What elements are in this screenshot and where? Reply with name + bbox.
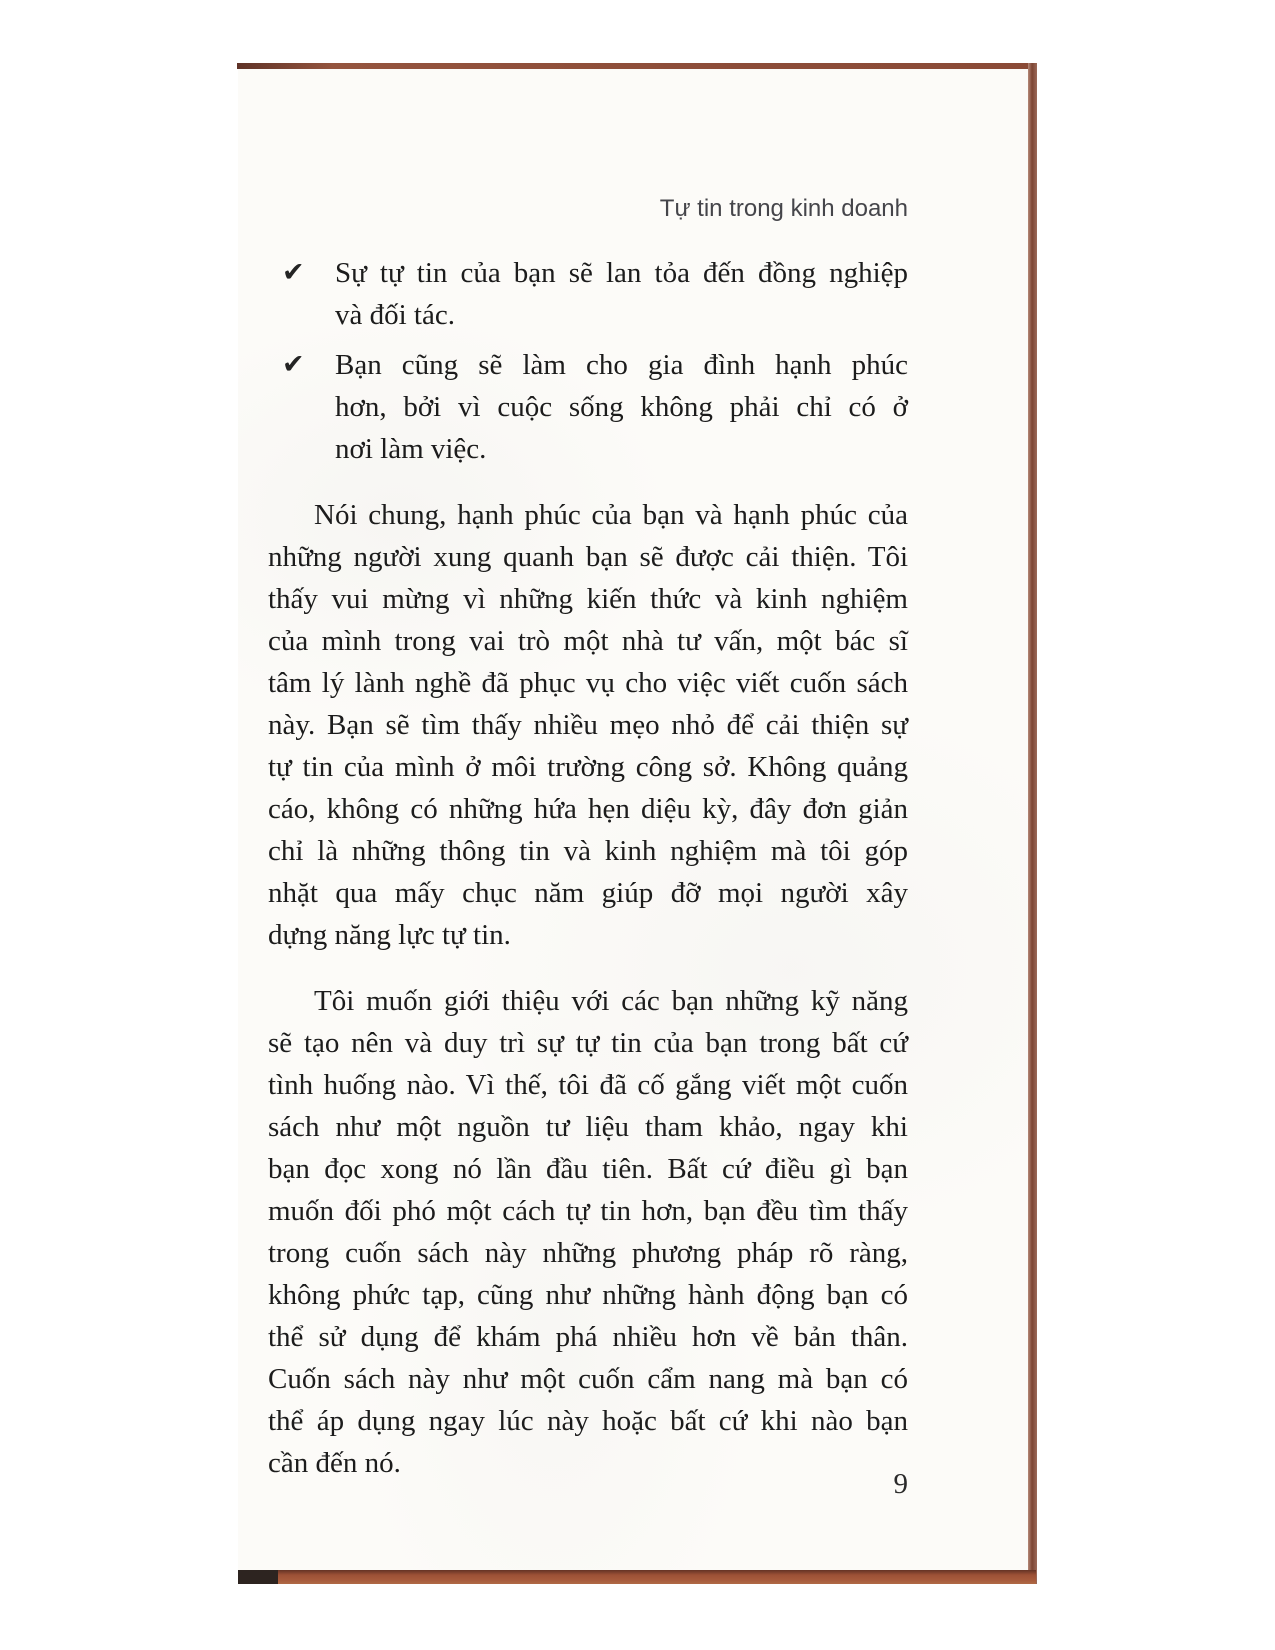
checkmark-icon: ✔ — [282, 257, 305, 288]
paragraph — [268, 980, 908, 1484]
text-line: tâm lý lành nghề đã phục vụ cho việc viết cuốn sách — [268, 667, 908, 699]
checklist — [268, 252, 908, 470]
text-line: dựng năng lực tự tin. — [268, 919, 511, 951]
text-line: thấy vui mừng vì những kiến thức và kinh nghiệm — [268, 583, 908, 615]
text-line: sẽ tạo nên và duy trì sự tự tin của bạn trong bất cứ — [268, 1027, 908, 1059]
text-line: này. Bạn sẽ tìm thấy nhiều mẹo nhỏ để cải thiện sự — [268, 709, 908, 741]
text-line: nhặt qua mấy chục năm giúp đỡ mọi người xây — [268, 877, 908, 909]
checklist-item-text — [335, 344, 908, 470]
text-line: thể sử dụng để khám phá nhiều hơn về bản thân. — [268, 1321, 908, 1353]
running-header: Tự tin trong kinh doanh — [659, 195, 908, 222]
text-line: Tôi muốn giới thiệu với các bạn những kỹ năng — [314, 985, 908, 1017]
checklist-item-text — [335, 252, 908, 336]
paragraph — [268, 494, 908, 956]
checkmark-icon: ✔ — [282, 349, 305, 380]
text-line: tự tin của mình ở môi trường công sở. Không quảng — [268, 751, 908, 783]
text-line: nơi làm việc. — [335, 433, 487, 465]
text-line: chỉ là những thông tin và kinh nghiệm mà tôi góp — [268, 835, 908, 867]
text-line: không phức tạp, cũng như những hành động bạn có — [268, 1279, 908, 1311]
checklist-item — [268, 344, 908, 470]
text-line: và đối tác. — [335, 299, 455, 331]
cover-edge-bottom-dark-segment — [238, 1570, 278, 1584]
cover-edge-right — [1028, 63, 1037, 1584]
text-line: sách như một nguồn tư liệu tham khảo, ngay khi — [268, 1111, 908, 1143]
text-line: bạn đọc xong nó lần đầu tiên. Bất cứ điều gì bạn — [268, 1153, 908, 1185]
page-number: 9 — [893, 1468, 908, 1500]
text-line: Cuốn sách này như một cuốn cẩm nang mà bạn có — [268, 1363, 908, 1395]
checklist-item — [268, 252, 908, 336]
text-line: thể áp dụng ngay lúc này hoặc bất cứ khi nào bạn — [268, 1405, 908, 1437]
cover-edge-bottom — [238, 1570, 1036, 1584]
text-column — [268, 194, 908, 1484]
body-paragraphs — [268, 494, 908, 1484]
page-surface — [238, 67, 1029, 1571]
text-line: Sự tự tin của bạn sẽ lan tỏa đến đồng nghiệp — [335, 257, 908, 289]
text-line: trong cuốn sách này những phương pháp rõ ràng, — [268, 1237, 908, 1269]
text-line: muốn đối phó một cách tự tin hơn, bạn đều tìm thấy — [268, 1195, 908, 1227]
text-line: tình huống nào. Vì thế, tôi đã cố gắng viết một cuốn — [268, 1069, 908, 1101]
cover-edge-top — [237, 63, 1036, 69]
text-line: hơn, bởi vì cuộc sống không phải chỉ có ở — [335, 391, 908, 423]
text-line: Nói chung, hạnh phúc của bạn và hạnh phúc của — [314, 499, 908, 531]
text-line: cáo, không có những hứa hẹn diệu kỳ, đây đơn giản — [268, 793, 908, 825]
text-line: của mình trong vai trò một nhà tư vấn, một bác sĩ — [268, 625, 908, 657]
text-line: Bạn cũng sẽ làm cho gia đình hạnh phúc — [335, 349, 908, 381]
text-line: những người xung quanh bạn sẽ được cải thiện. Tôi — [268, 541, 908, 573]
text-line: cần đến nó. — [268, 1447, 401, 1479]
